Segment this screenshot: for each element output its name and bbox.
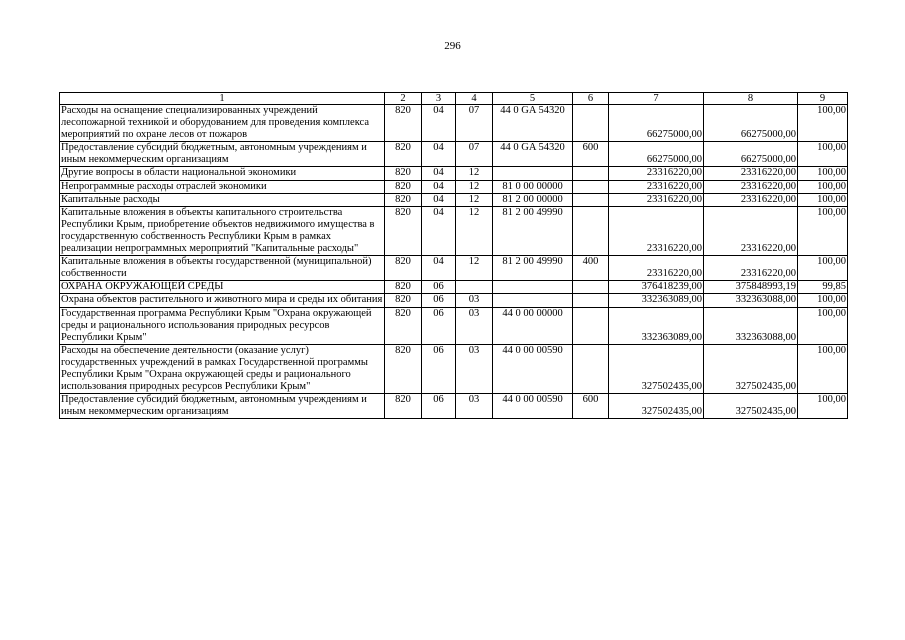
target-article-code — [493, 167, 573, 180]
subsection-code: 12 — [456, 193, 493, 206]
section-code: 06 — [422, 344, 456, 393]
table-row — [60, 142, 848, 167]
target-article-code: 44 0 GA 54320 — [493, 105, 573, 142]
target-article-code: 44 0 00 00000 — [493, 307, 573, 344]
section-code: 06 — [422, 307, 456, 344]
subsection-code: 03 — [456, 294, 493, 307]
planned-amount: 23316220,00 — [609, 167, 704, 180]
target-article-code: 81 0 00 00000 — [493, 180, 573, 193]
section-code: 04 — [422, 256, 456, 281]
planned-amount: 23316220,00 — [609, 206, 704, 255]
column-header: 1 — [60, 93, 385, 105]
expense-type-code — [573, 294, 609, 307]
expense-type-code — [573, 307, 609, 344]
admin-code: 820 — [385, 142, 422, 167]
executed-amount: 23316220,00 — [704, 193, 798, 206]
execution-percent: 100,00 — [798, 180, 848, 193]
subsection-code: 12 — [456, 256, 493, 281]
column-header: 7 — [609, 93, 704, 105]
section-code: 06 — [422, 281, 456, 294]
target-article-code: 81 2 00 00000 — [493, 193, 573, 206]
table-row — [60, 307, 848, 344]
admin-code: 820 — [385, 307, 422, 344]
row-name: Капитальные расходы — [60, 193, 385, 206]
section-code: 04 — [422, 167, 456, 180]
executed-amount: 66275000,00 — [704, 105, 798, 142]
column-header: 5 — [493, 93, 573, 105]
table-row — [60, 167, 848, 180]
admin-code: 820 — [385, 281, 422, 294]
column-header: 6 — [573, 93, 609, 105]
target-article-code: 44 0 GA 54320 — [493, 142, 573, 167]
table-row — [60, 193, 848, 206]
execution-percent: 100,00 — [798, 105, 848, 142]
row-name: ОХРАНА ОКРУЖАЮЩЕЙ СРЕДЫ — [60, 281, 385, 294]
executed-amount: 375848993,19 — [704, 281, 798, 294]
planned-amount: 376418239,00 — [609, 281, 704, 294]
execution-percent: 100,00 — [798, 307, 848, 344]
row-name: Государственная программа Республики Крым "Охрана окружающей среды и рационального использования природных ресурсов Республики Крым" — [60, 307, 385, 344]
expense-type-code: 600 — [573, 142, 609, 167]
expense-type-code — [573, 167, 609, 180]
subsection-code: 07 — [456, 142, 493, 167]
expense-type-code — [573, 344, 609, 393]
subsection-code: 07 — [456, 105, 493, 142]
table-row — [60, 281, 848, 294]
executed-amount: 23316220,00 — [704, 256, 798, 281]
executed-amount: 66275000,00 — [704, 142, 798, 167]
row-name: Другие вопросы в области национальной экономики — [60, 167, 385, 180]
row-name: Расходы на оснащение специализированных учреждений лесопожарной техникой и оборудованием для проведения комплекса мероприятий по охране лесов от пожаров — [60, 105, 385, 142]
row-name: Охрана объектов растительного и животного мира и среды их обитания — [60, 294, 385, 307]
row-name: Непрограммные расходы отраслей экономики — [60, 180, 385, 193]
column-header: 4 — [456, 93, 493, 105]
table-row — [60, 344, 848, 393]
admin-code: 820 — [385, 344, 422, 393]
expense-type-code — [573, 206, 609, 255]
table-row — [60, 294, 848, 307]
execution-percent: 100,00 — [798, 256, 848, 281]
page-number: 296 — [444, 40, 461, 52]
target-article-code — [493, 294, 573, 307]
executed-amount: 23316220,00 — [704, 206, 798, 255]
subsection-code: 03 — [456, 307, 493, 344]
column-header: 9 — [798, 93, 848, 105]
row-name: Капитальные вложения в объекты капитального строительства Республики Крым, приобретение объектов недвижимого имущества в государственную собственность Республики Крым в рамках реализации непрограммных мероприятий "Капитальные расходы" — [60, 206, 385, 255]
column-header: 3 — [422, 93, 456, 105]
section-code: 04 — [422, 206, 456, 255]
subsection-code: 12 — [456, 180, 493, 193]
admin-code: 820 — [385, 256, 422, 281]
table-header-row — [60, 93, 848, 105]
target-article-code: 44 0 00 00590 — [493, 344, 573, 393]
expense-type-code: 600 — [573, 394, 609, 419]
planned-amount: 332363089,00 — [609, 294, 704, 307]
admin-code: 820 — [385, 105, 422, 142]
admin-code: 820 — [385, 167, 422, 180]
target-article-code: 81 2 00 49990 — [493, 206, 573, 255]
budget-table — [59, 92, 848, 419]
admin-code: 820 — [385, 180, 422, 193]
row-name: Расходы на обеспечение деятельности (оказание услуг) государственных учреждений в рамках Государственной программы Республики Крым "Охрана окружающей среды и рационального использования природных ресурсов Республики Крым" — [60, 344, 385, 393]
planned-amount: 66275000,00 — [609, 142, 704, 167]
execution-percent: 100,00 — [798, 344, 848, 393]
execution-percent: 100,00 — [798, 142, 848, 167]
executed-amount: 327502435,00 — [704, 344, 798, 393]
target-article-code — [493, 281, 573, 294]
row-name: Капитальные вложения в объекты государственной (муниципальной) собственности — [60, 256, 385, 281]
expense-type-code — [573, 180, 609, 193]
executed-amount: 332363088,00 — [704, 307, 798, 344]
expense-type-code — [573, 193, 609, 206]
table-row — [60, 105, 848, 142]
table-row — [60, 206, 848, 255]
column-header: 2 — [385, 93, 422, 105]
expense-type-code: 400 — [573, 256, 609, 281]
section-code: 06 — [422, 394, 456, 419]
execution-percent: 100,00 — [798, 167, 848, 180]
planned-amount: 23316220,00 — [609, 180, 704, 193]
subsection-code: 03 — [456, 394, 493, 419]
executed-amount: 23316220,00 — [704, 167, 798, 180]
admin-code: 820 — [385, 193, 422, 206]
planned-amount: 23316220,00 — [609, 193, 704, 206]
section-code: 04 — [422, 180, 456, 193]
planned-amount: 327502435,00 — [609, 344, 704, 393]
table-row — [60, 256, 848, 281]
planned-amount: 332363089,00 — [609, 307, 704, 344]
expense-type-code — [573, 105, 609, 142]
execution-percent: 100,00 — [798, 394, 848, 419]
executed-amount: 327502435,00 — [704, 394, 798, 419]
subsection-code: 03 — [456, 344, 493, 393]
row-name: Предоставление субсидий бюджетным, автономным учреждениям и иным некоммерческим организациям — [60, 394, 385, 419]
planned-amount: 327502435,00 — [609, 394, 704, 419]
planned-amount: 23316220,00 — [609, 256, 704, 281]
admin-code: 820 — [385, 294, 422, 307]
execution-percent: 100,00 — [798, 193, 848, 206]
column-header: 8 — [704, 93, 798, 105]
target-article-code: 44 0 00 00590 — [493, 394, 573, 419]
table-row — [60, 180, 848, 193]
section-code: 06 — [422, 294, 456, 307]
target-article-code: 81 2 00 49990 — [493, 256, 573, 281]
execution-percent: 99,85 — [798, 281, 848, 294]
section-code: 04 — [422, 142, 456, 167]
table-row — [60, 394, 848, 419]
planned-amount: 66275000,00 — [609, 105, 704, 142]
expense-type-code — [573, 281, 609, 294]
row-name: Предоставление субсидий бюджетным, автономным учреждениям и иным некоммерческим организациям — [60, 142, 385, 167]
executed-amount: 23316220,00 — [704, 180, 798, 193]
execution-percent: 100,00 — [798, 294, 848, 307]
section-code: 04 — [422, 193, 456, 206]
subsection-code: 12 — [456, 206, 493, 255]
executed-amount: 332363088,00 — [704, 294, 798, 307]
execution-percent: 100,00 — [798, 206, 848, 255]
admin-code: 820 — [385, 206, 422, 255]
subsection-code — [456, 281, 493, 294]
section-code: 04 — [422, 105, 456, 142]
admin-code: 820 — [385, 394, 422, 419]
subsection-code: 12 — [456, 167, 493, 180]
